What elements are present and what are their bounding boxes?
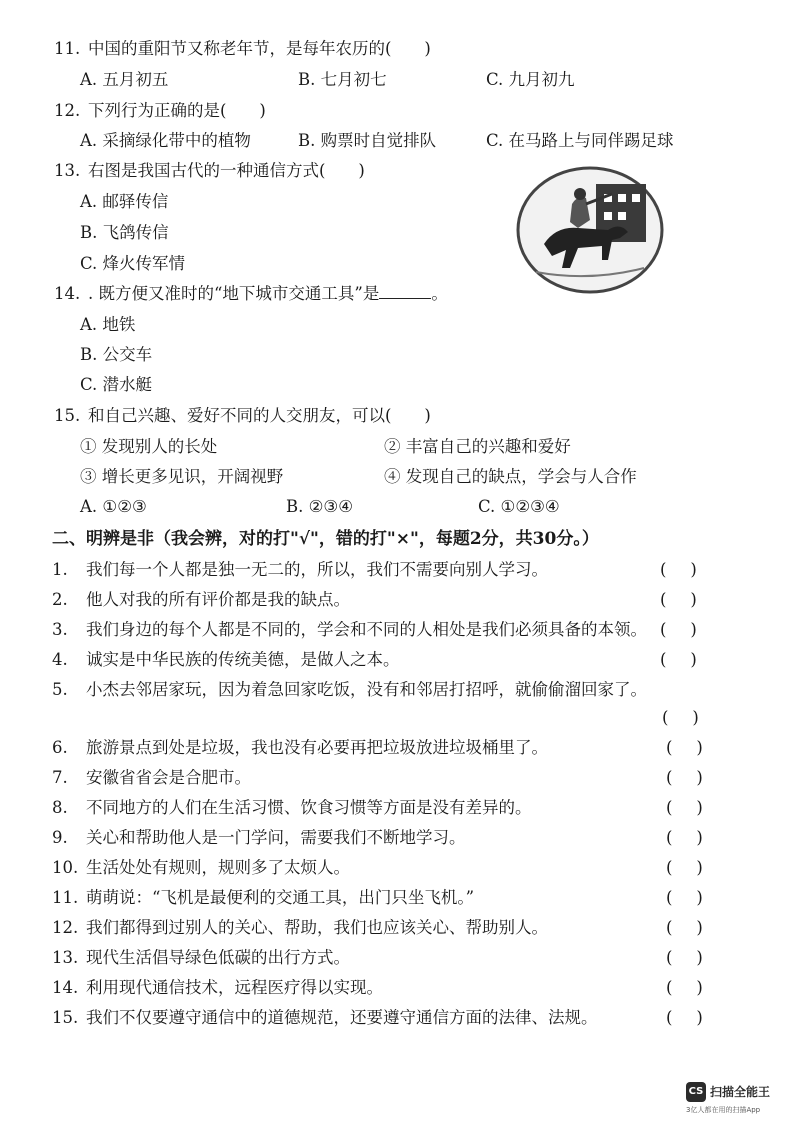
- statement-text: 旅游景点到处是垃圾，我也没有必要再把垃圾放进垃圾桶里了。: [86, 738, 548, 757]
- horse-rider-icon: [516, 164, 666, 304]
- question-number: 15.: [54, 406, 81, 425]
- statement-text: 安徽省省会是合肥市。: [86, 768, 251, 787]
- answer-paren[interactable]: (): [666, 798, 727, 817]
- statement-12: [52, 917, 548, 939]
- statement-number: 15.: [52, 1008, 79, 1027]
- answer-paren[interactable]: (): [666, 828, 727, 847]
- answer-paren[interactable]: (): [660, 560, 721, 579]
- answer-paren[interactable]: (): [660, 650, 721, 669]
- answer-paren[interactable]: (): [660, 620, 721, 639]
- q13-option-c: C. 烽火传军情: [80, 254, 186, 273]
- statement-text: 生活处处有规则，规则多了太烦人。: [86, 858, 350, 877]
- question-text: 中国的重阳节又称老年节，是每年农历的( ): [88, 39, 431, 58]
- q14-option-b: B. 公交车: [80, 345, 153, 364]
- answer-paren[interactable]: (): [660, 590, 721, 609]
- statement-text: 我们每一个人都是独一无二的，所以，我们不需要向别人学习。: [86, 560, 548, 579]
- question-text: 和自己兴趣、爱好不同的人交朋友，可以( ): [88, 406, 431, 425]
- statement-number: 1.: [52, 560, 68, 579]
- question-13: [54, 160, 365, 182]
- statement-number: 10.: [52, 858, 79, 877]
- q15-item-3: ③ 增长更多见识，开阔视野: [80, 467, 284, 486]
- q12-option-a: A. 采摘绿化带中的植物: [80, 131, 251, 150]
- q12-option-c: C. 在马路上与同伴踢足球: [486, 131, 674, 150]
- statement-11: [52, 887, 474, 909]
- question-text: 右图是我国古代的一种通信方式( ): [88, 161, 365, 180]
- q12-option-b: B. 购票时自觉排队: [298, 131, 437, 150]
- statement-7: [52, 767, 251, 789]
- q11-option-b: B. 七月初七: [298, 70, 387, 89]
- question-text: . 既方便又准时的“地下城市交通工具”是: [88, 284, 380, 303]
- statement-number: 8.: [52, 798, 68, 817]
- q15-item-2: ② 丰富自己的兴趣和爱好: [384, 437, 571, 456]
- statement-number: 2.: [52, 590, 68, 609]
- camscanner-logo-icon: CS: [686, 1082, 706, 1102]
- scanner-watermark: [686, 1082, 786, 1118]
- statement-text: 利用现代通信技术，远程医疗得以实现。: [86, 978, 383, 997]
- answer-paren[interactable]: (): [666, 978, 727, 997]
- statement-number: 7.: [52, 768, 68, 787]
- question-number: 13.: [54, 161, 81, 180]
- statement-number: 3.: [52, 620, 68, 639]
- q14-option-c: C. 潜水艇: [80, 375, 153, 394]
- statement-text: 萌萌说：“飞机是最便利的交通工具，出门只坐飞机。”: [86, 888, 475, 907]
- q15-option-b: B. ②③④: [286, 497, 353, 516]
- statement-text: 关心和帮助他人是一门学问，需要我们不断地学习。: [86, 828, 466, 847]
- statement-text: 诚实是中华民族的传统美德，是做人之本。: [86, 650, 400, 669]
- answer-paren[interactable]: (): [666, 1008, 727, 1027]
- statement-text: 我们身边的每个人都是不同的，学会和不同的人相处是我们必须具备的本领。: [86, 620, 647, 639]
- question-number: 14.: [54, 284, 81, 303]
- q13-option-b: B. 飞鸽传信: [80, 223, 169, 242]
- statement-number: 13.: [52, 948, 79, 967]
- statement-text: 我们不仅要遵守通信中的道德规范，还要遵守通信方面的法律、法规。: [86, 1008, 598, 1027]
- answer-paren[interactable]: (): [666, 738, 727, 757]
- statement-number: 9.: [52, 828, 68, 847]
- q15-item-1: ① 发现别人的长处: [80, 437, 218, 456]
- statement-14: [52, 977, 383, 999]
- statement-13: [52, 947, 350, 969]
- statement-text: 现代生活倡导绿色低碳的出行方式。: [86, 948, 350, 967]
- statement-number: 14.: [52, 978, 79, 997]
- q15-option-a: A. ①②③: [80, 497, 147, 516]
- q15-item-4: ④ 发现自己的缺点，学会与人合作: [384, 467, 637, 486]
- statement-3: [52, 619, 647, 641]
- statement-10: [52, 857, 350, 879]
- statement-text: 小杰去邻居家玩，因为着急回家吃饭，没有和邻居打招呼，就偷偷溜回家了。: [86, 680, 647, 699]
- answer-paren[interactable]: (): [666, 918, 727, 937]
- question-number: 11.: [54, 39, 81, 58]
- statement-number: 6.: [52, 738, 68, 757]
- answer-paren[interactable]: (): [666, 948, 727, 967]
- question-11: [54, 38, 431, 60]
- answer-paren[interactable]: (): [666, 768, 727, 787]
- answer-paren[interactable]: (): [666, 888, 727, 907]
- statement-5: [52, 679, 647, 701]
- question-number: 12.: [54, 101, 81, 120]
- question-15: [54, 405, 431, 427]
- question-text-end: 。: [431, 284, 448, 303]
- watermark-name: 扫描全能王: [710, 1085, 771, 1099]
- answer-blank: [379, 284, 431, 299]
- watermark-tagline: 3亿人都在用的扫描App: [686, 1106, 761, 1114]
- q13-option-a: A. 邮驿传信: [80, 192, 169, 211]
- statement-8: [52, 797, 532, 819]
- statement-number: 5.: [52, 680, 68, 699]
- question-12: [54, 100, 266, 122]
- q11-option-c: C. 九月初九: [486, 70, 575, 89]
- statement-4: [52, 649, 400, 671]
- statement-9: [52, 827, 466, 849]
- answer-paren[interactable]: (): [662, 708, 723, 727]
- statement-2: [52, 589, 350, 611]
- question-text: 下列行为正确的是( ): [88, 101, 266, 120]
- statement-text: 我们都得到过别人的关心、帮助，我们也应该关心、帮助别人。: [86, 918, 548, 937]
- section-2-heading: 二、明辨是非（我会辨，对的打"√"，错的打"×"，每题2分，共30分。）: [52, 529, 599, 549]
- statement-15: [52, 1007, 598, 1029]
- statement-number: 4.: [52, 650, 68, 669]
- statement-text: 不同地方的人们在生活习惯、饮食习惯等方面是没有差异的。: [86, 798, 532, 817]
- q11-option-a: A. 五月初五: [80, 70, 169, 89]
- question-14: [54, 283, 448, 305]
- statement-number: 11.: [52, 888, 79, 907]
- q15-option-c: C. ①②③④: [478, 497, 560, 516]
- statement-text: 他人对我的所有评价都是我的缺点。: [86, 590, 350, 609]
- statement-1: [52, 559, 548, 581]
- statement-6: [52, 737, 548, 759]
- q14-option-a: A. 地铁: [80, 315, 136, 334]
- statement-number: 12.: [52, 918, 79, 937]
- answer-paren[interactable]: (): [666, 858, 727, 877]
